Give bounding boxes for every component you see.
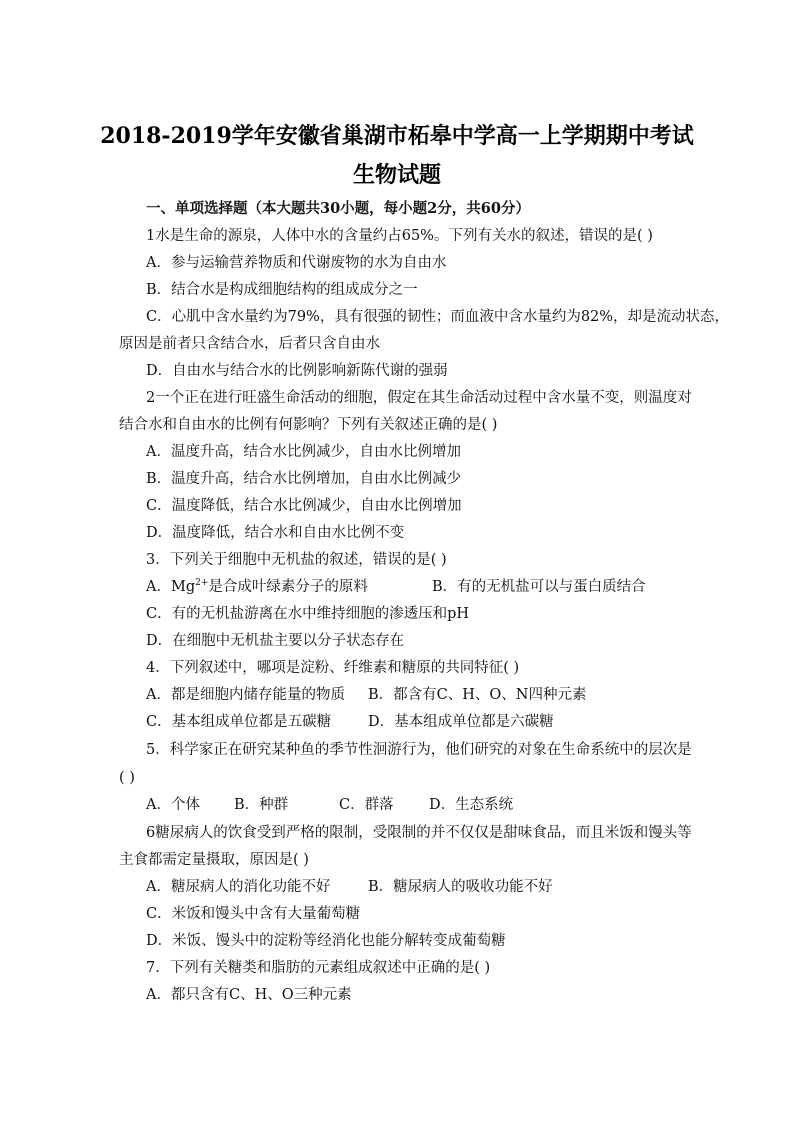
q2-option-b: B．温度升高，结合水比例增加，自由水比例减少: [146, 471, 462, 487]
q4-stem: 4．下列叙述中，哪项是淀粉、纤维素和糖原的共同特征( ): [146, 660, 520, 676]
q3-option-a-superscript: 2+: [195, 578, 209, 589]
q3-option-c: C．有的无机盐游离在水中维持细胞的渗透压和pH: [146, 606, 470, 622]
q2-stem: 2一个正在进行旺盛生命活动的细胞，假定在其生命活动过程中含水量不变，则温度对: [146, 390, 692, 406]
q3-option-a-text: 是合成叶绿素分子的原料: [208, 579, 368, 595]
q6-option-d: D．米饭、馒头中的淀粉等经消化也能分解转变成葡萄糖: [146, 933, 506, 949]
q1-option-c: C．心肌中含水量约为79%，具有很强的韧性；而血液中含水量约为82%，却是流动状态，: [146, 309, 730, 325]
q6-stem: 6糖尿病人的饮食受到严格的限制，受限制的并不仅仅是甜味食品，而且米饭和馒头等: [146, 825, 692, 841]
q2-option-d: D．温度降低，结合水和自由水比例不变: [146, 525, 405, 541]
q3-stem: 3．下列关于细胞中无机盐的叙述，错误的是( ): [146, 552, 447, 568]
section-heading: 一、单项选择题（本大题共30小题，每小题2分，共60分）: [146, 200, 530, 217]
q4-option-d: D．基本组成单位都是六碳糖: [368, 714, 554, 730]
q5-option-a: A．个体: [146, 797, 200, 813]
q7-stem: 7．下列有关糖类和脂肪的元素组成叙述中正确的是( ): [146, 960, 491, 976]
q1-option-c-cont: 原因是前者只含结合水，后者只含自由水: [119, 336, 380, 352]
q5-option-c: C．群落: [339, 797, 394, 813]
exam-subtitle: 生物试题: [352, 162, 441, 188]
q2-option-c: C．温度降低，结合水比例减少，自由水比例增加: [146, 498, 462, 514]
q3-option-d: D．在细胞中无机盐主要以分子状态存在: [146, 633, 405, 649]
exam-title: 2018-2019学年安徽省巢湖市柘皋中学高一上学期期中考试: [100, 123, 694, 149]
q5-stem-cont: ( ): [119, 770, 135, 786]
q4-option-a: A．都是细胞内储存能量的物质: [146, 687, 345, 703]
q6-option-b: B．糖尿病人的吸收功能不好: [368, 879, 553, 895]
q1-stem: 1水是生命的源泉，人体中水的含量约占65%。下列有关水的叙述，错误的是( ): [146, 228, 653, 244]
q1-option-d: D．自由水与结合水的比例影响新陈代谢的强弱: [146, 363, 448, 379]
q3-option-a-prefix: A．Mg: [146, 579, 196, 595]
q1-option-a: A．参与运输营养物质和代谢废物的水为自由水: [146, 255, 447, 271]
q6-option-c: C．米饭和馒头中含有大量葡萄糖: [146, 906, 361, 922]
q2-stem-cont: 结合水和自由水的比例有何影响？下列有关叙述正确的是( ): [119, 417, 498, 433]
q3-option-a: [146, 577, 416, 597]
q3-option-b: B．有的无机盐可以与蛋白质结合: [432, 579, 646, 595]
q1-option-b: B．结合水是构成细胞结构的组成成分之一: [146, 282, 418, 298]
q5-stem: 5．科学家正在研究某种鱼的季节性洄游行为，他们研究的对象在生命系统中的层次是: [146, 742, 692, 758]
q7-option-a: A．都只含有C、H、O三种元素: [146, 987, 352, 1003]
q5-option-d: D．生态系统: [429, 797, 514, 813]
q6-option-a: A．糖尿病人的消化功能不好: [146, 879, 331, 895]
q6-stem-cont: 主食都需定量摄取，原因是( ): [119, 852, 309, 868]
q5-option-b: B．种群: [234, 797, 289, 813]
q4-option-c: C．基本组成单位都是五碳糖: [146, 714, 332, 730]
q2-option-a: A．温度升高，结合水比例减少，自由水比例增加: [146, 444, 461, 460]
q4-option-b: B．都含有C、H、O、N四种元素: [368, 687, 587, 703]
